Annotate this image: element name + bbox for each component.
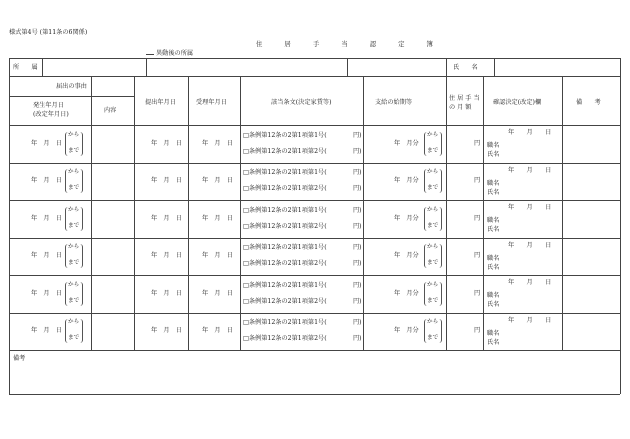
brace-left bbox=[65, 132, 68, 156]
monthly-amount-yen: 円 bbox=[474, 214, 481, 222]
from-label: から bbox=[68, 319, 80, 326]
person-name-label: 氏名 bbox=[487, 338, 500, 346]
rule-line bbox=[9, 96, 134, 97]
occurrence-date-value: 年 月 日 bbox=[31, 289, 62, 297]
from-label: から bbox=[68, 206, 80, 213]
rule-line bbox=[188, 76, 189, 350]
article-1-option: □条例第12条の2第1項第1号( bbox=[243, 206, 327, 214]
payment-start-value: 年 月分 bbox=[394, 139, 419, 147]
brace-left bbox=[424, 244, 427, 268]
brace-right bbox=[439, 169, 442, 193]
rule-line bbox=[9, 200, 620, 201]
rule-line bbox=[494, 58, 495, 76]
brace-left bbox=[424, 319, 427, 343]
until-label: まで bbox=[427, 185, 439, 192]
confirmation-date: 年 月 日 bbox=[508, 316, 552, 324]
article-1-yen: 円) bbox=[353, 244, 362, 252]
rule-line bbox=[446, 76, 447, 350]
occurrence-date-value: 年 月 日 bbox=[31, 252, 62, 260]
rule-line bbox=[9, 76, 620, 77]
rule-line bbox=[42, 58, 43, 76]
confirmation-date: 年 月 日 bbox=[508, 241, 552, 249]
person-name-label: 氏名 bbox=[487, 226, 500, 233]
job-title-label: 職名 bbox=[487, 217, 500, 224]
submission-date-value: 年 月 日 bbox=[151, 139, 182, 147]
content-label: 内容 bbox=[104, 107, 117, 114]
article-2-yen: 円) bbox=[353, 297, 362, 305]
rule-line bbox=[9, 58, 620, 59]
from-label: から bbox=[427, 169, 439, 176]
rule-line bbox=[620, 58, 621, 394]
until-label: まで bbox=[427, 147, 439, 154]
submission-date-value: 年 月 日 bbox=[151, 327, 182, 335]
rule-line bbox=[9, 313, 620, 314]
brace-right bbox=[80, 282, 83, 306]
submission-date-label: 提出年月日 bbox=[145, 99, 176, 106]
article-label: 該当条文(決定家賃等) bbox=[271, 99, 332, 106]
submission-date-value: 年 月 日 bbox=[151, 252, 182, 260]
brace-left bbox=[65, 207, 68, 231]
person-name-label: 氏名 bbox=[487, 151, 500, 158]
submission-date-value: 年 月 日 bbox=[151, 214, 182, 222]
footer-remarks-label: 備考 bbox=[13, 355, 26, 362]
from-label: から bbox=[427, 206, 439, 213]
affiliation-label: 所 属 bbox=[13, 64, 38, 71]
brace-right bbox=[80, 132, 83, 156]
brace-right bbox=[439, 319, 442, 343]
rule-line bbox=[9, 125, 620, 126]
brace-right bbox=[439, 244, 442, 268]
payment-start-label: 支給の始期等 bbox=[375, 99, 413, 106]
article-1-option: □条例第12条の2第1項第1号( bbox=[243, 244, 327, 252]
brace-right bbox=[439, 282, 442, 306]
rule-line bbox=[9, 394, 620, 395]
receipt-date-value: 年 月 日 bbox=[202, 327, 233, 335]
receipt-date-value: 年 月 日 bbox=[202, 289, 233, 297]
receipt-date-value: 年 月 日 bbox=[202, 214, 233, 222]
payment-start-value: 年 月分 bbox=[394, 327, 419, 335]
receipt-date-value: 年 月 日 bbox=[202, 177, 233, 185]
occurrence-date-value: 年 月 日 bbox=[31, 214, 62, 222]
receipt-date-label: 受理年月日 bbox=[196, 99, 227, 106]
brace-right bbox=[439, 132, 442, 156]
confirmation-date: 年 月 日 bbox=[508, 129, 552, 136]
occurrence-date-value: 年 月 日 bbox=[31, 327, 62, 335]
brace-left bbox=[424, 207, 427, 231]
person-name-label: 氏名 bbox=[487, 301, 500, 308]
monthly-amount-yen: 円 bbox=[474, 289, 481, 297]
article-1-option: □条例第12条の2第1項第1号( bbox=[243, 169, 327, 177]
brace-right bbox=[439, 207, 442, 231]
brace-left bbox=[65, 244, 68, 268]
page-title: 住 居 手 当 認 定 簿 bbox=[256, 40, 443, 48]
receipt-date-value: 年 月 日 bbox=[202, 252, 233, 260]
until-label: まで bbox=[68, 185, 80, 192]
rule-line bbox=[9, 163, 620, 164]
article-1-yen: 円) bbox=[353, 169, 362, 177]
until-label: まで bbox=[427, 297, 439, 304]
job-title-label: 職名 bbox=[487, 142, 500, 149]
until-label: まで bbox=[68, 260, 80, 267]
article-1-option: □条例第12条の2第1項第1号( bbox=[243, 281, 327, 289]
receipt-date-value: 年 月 日 bbox=[202, 139, 233, 147]
from-label: から bbox=[68, 244, 80, 251]
confirmation-date: 年 月 日 bbox=[508, 279, 552, 286]
until-label: まで bbox=[68, 335, 80, 342]
article-2-yen: 円) bbox=[353, 147, 362, 155]
brace-left bbox=[65, 319, 68, 343]
until-label: まで bbox=[427, 260, 439, 267]
submission-date-value: 年 月 日 bbox=[151, 177, 182, 185]
monthly-amount-yen: 円 bbox=[474, 327, 481, 335]
remarks-label: 備 考 bbox=[576, 99, 601, 106]
brace-left bbox=[424, 169, 427, 193]
rule-line bbox=[9, 238, 620, 239]
rule-line bbox=[446, 58, 447, 76]
occurrence-date-value: 年 月 日 bbox=[31, 177, 62, 185]
monthly-amount-yen: 円 bbox=[474, 177, 481, 185]
brace-right bbox=[80, 244, 83, 268]
article-2-option: □条例第12条の2第1項第2号( bbox=[243, 147, 327, 155]
rule-line bbox=[9, 350, 620, 351]
rule-line bbox=[347, 58, 348, 76]
monthly-amount-yen: 円 bbox=[474, 252, 481, 260]
until-label: まで bbox=[427, 222, 439, 229]
article-2-yen: 円) bbox=[353, 335, 362, 343]
from-label: から bbox=[68, 281, 80, 288]
confirmation-date: 年 月 日 bbox=[508, 204, 552, 211]
article-2-option: □条例第12条の2第1項第2号( bbox=[243, 297, 327, 305]
from-label: から bbox=[427, 319, 439, 326]
job-title-label: 職名 bbox=[487, 179, 500, 187]
confirmation-label: 確認決定(改定)欄 bbox=[493, 99, 542, 106]
article-2-yen: 円) bbox=[353, 260, 362, 268]
article-2-yen: 円) bbox=[353, 185, 362, 193]
person-name-label: 氏名 bbox=[487, 263, 500, 271]
monthly-amount-label-2: の 月 額 bbox=[449, 104, 472, 111]
form-number: 様式第4号 (第11条の6関係) bbox=[9, 29, 88, 36]
brace-left bbox=[65, 282, 68, 306]
article-1-option: □条例第12条の2第1項第1号( bbox=[243, 131, 327, 139]
job-title-label: 職名 bbox=[487, 292, 500, 299]
rule-line bbox=[240, 76, 241, 350]
article-1-option: □条例第12条の2第1項第1号( bbox=[243, 319, 327, 327]
name-label: 氏 名 bbox=[453, 64, 478, 71]
article-2-option: □条例第12条の2第1項第2号( bbox=[243, 185, 327, 193]
payment-start-value: 年 月分 bbox=[394, 289, 419, 297]
brace-right bbox=[80, 319, 83, 343]
article-2-option: □条例第12条の2第1項第2号( bbox=[243, 335, 327, 343]
rule-line bbox=[363, 76, 364, 350]
after-transfer-label: 異動後の所属 bbox=[156, 50, 194, 57]
occurrence-date-value: 年 月 日 bbox=[31, 139, 62, 147]
rule-line bbox=[146, 58, 147, 76]
payment-start-value: 年 月分 bbox=[394, 252, 419, 260]
from-label: から bbox=[68, 169, 80, 176]
job-title-label: 職名 bbox=[487, 254, 500, 262]
article-1-yen: 円) bbox=[353, 281, 362, 289]
rule-line bbox=[146, 54, 154, 55]
article-1-yen: 円) bbox=[353, 206, 362, 214]
brace-left bbox=[424, 132, 427, 156]
rule-line bbox=[9, 275, 620, 276]
brace-left bbox=[424, 282, 427, 306]
payment-start-value: 年 月分 bbox=[394, 214, 419, 222]
brace-left bbox=[65, 169, 68, 193]
article-2-option: □条例第12条の2第1項第2号( bbox=[243, 260, 327, 268]
job-title-label: 職名 bbox=[487, 329, 500, 337]
brace-right bbox=[80, 207, 83, 231]
article-2-option: □条例第12条の2第1項第2号( bbox=[243, 222, 327, 230]
until-label: まで bbox=[427, 335, 439, 342]
from-label: から bbox=[427, 131, 439, 138]
rule-line bbox=[483, 76, 484, 350]
brace-right bbox=[80, 169, 83, 193]
monthly-amount-yen: 円 bbox=[474, 139, 481, 147]
rule-line bbox=[9, 58, 10, 394]
from-label: から bbox=[427, 281, 439, 288]
from-label: から bbox=[68, 131, 80, 138]
from-label: から bbox=[427, 244, 439, 251]
until-label: まで bbox=[68, 147, 80, 154]
until-label: まで bbox=[68, 222, 80, 229]
rule-line bbox=[134, 76, 135, 350]
submission-date-value: 年 月 日 bbox=[151, 289, 182, 297]
until-label: まで bbox=[68, 297, 80, 304]
confirmation-date: 年 月 日 bbox=[508, 166, 552, 174]
occurrence-date-label: 発生年月日 bbox=[33, 102, 64, 109]
article-1-yen: 円) bbox=[353, 131, 362, 139]
payment-start-value: 年 月分 bbox=[394, 177, 419, 185]
monthly-amount-label-1: 住 居 手 当 bbox=[449, 95, 480, 102]
person-name-label: 氏名 bbox=[487, 188, 500, 196]
article-2-yen: 円) bbox=[353, 222, 362, 230]
revised-date-label: (改定年月日) bbox=[33, 111, 69, 118]
article-1-yen: 円) bbox=[353, 319, 362, 327]
rule-line bbox=[562, 76, 563, 350]
report-reason-label: 届出の事由 bbox=[56, 83, 87, 90]
